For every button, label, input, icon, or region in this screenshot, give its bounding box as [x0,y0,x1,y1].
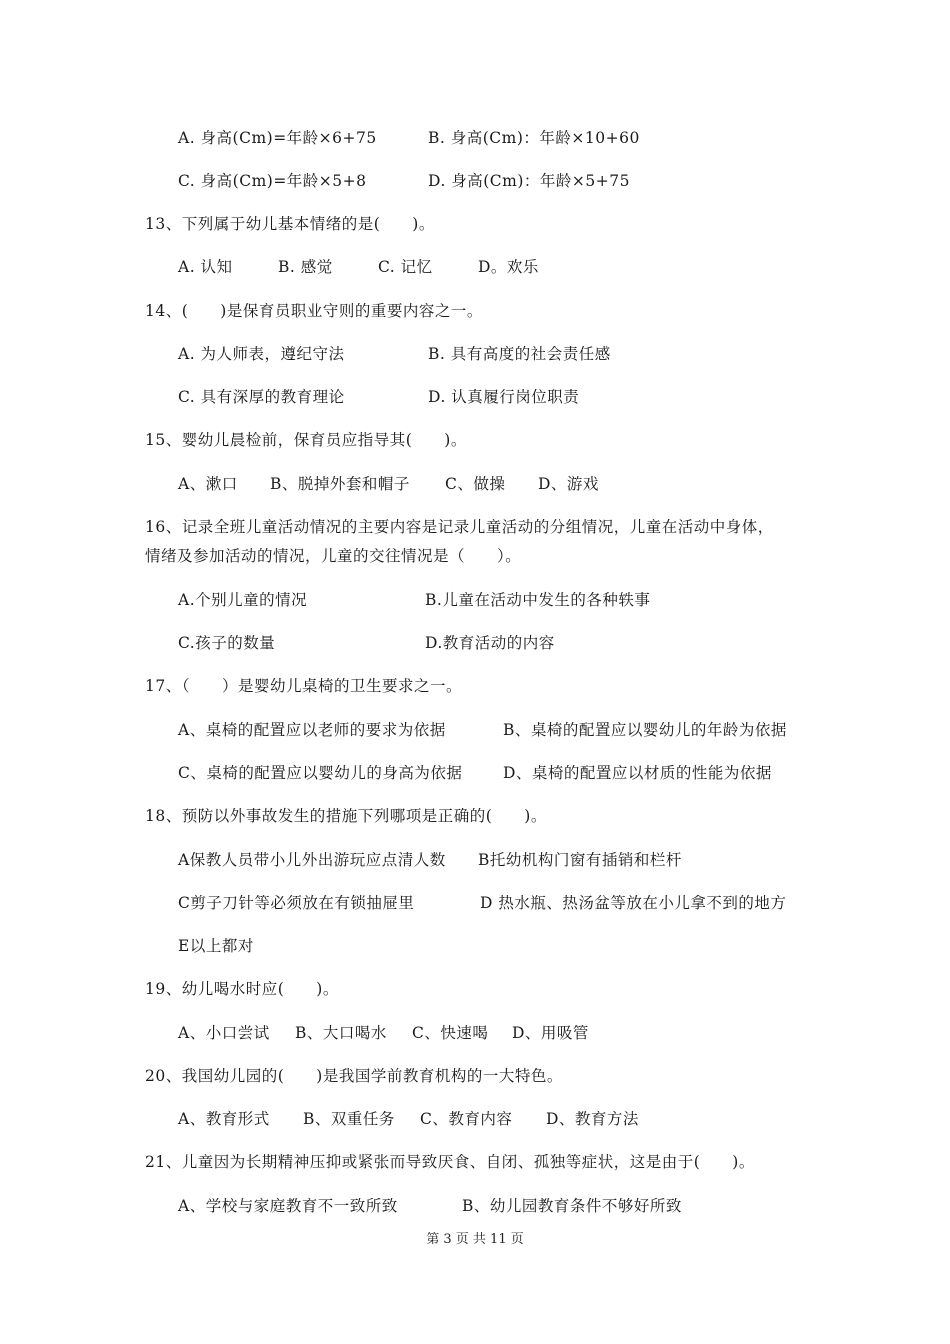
q20-option-a: A、教育形式 [178,1110,270,1128]
q18-option-b: B托幼机构门窗有插销和栏杆 [478,851,682,869]
q14-option-c: C. 具有深厚的教育理论 [178,388,345,406]
q13-option-b: B. 感觉 [278,258,333,276]
q13-option-a: A. 认知 [178,258,233,276]
page-footer: 第 3 页 共 11 页 [426,1232,524,1247]
q19-option-a: A、小口尝试 [178,1024,270,1042]
q12-option-b: B. 身高(Cm)：年龄×10+60 [428,129,640,147]
q18-option-e: E以上都对 [178,937,254,955]
q21-stem: 21、儿童因为长期精神压抑或紧张而导致厌食、自闭、孤独等症状，这是由于( )。 [145,1153,755,1171]
q16-option-c: C.孩子的数量 [178,634,276,652]
q12-option-d: D. 身高(Cm)：年龄×5+75 [428,172,630,190]
q20-option-d: D、教育方法 [546,1110,639,1128]
q19-option-c: C、快速喝 [412,1024,489,1042]
q15-option-a: A、漱口 [178,475,238,493]
q13-stem: 13、下列属于幼儿基本情绪的是( )。 [145,215,435,233]
q15-option-d: D、游戏 [538,475,599,493]
q17-option-d: D、桌椅的配置应以材质的性能为依据 [503,764,772,782]
q14-option-a: A. 为人师表，遵纪守法 [178,345,345,363]
q17-option-b: B、桌椅的配置应以婴幼儿的年龄为依据 [503,721,787,739]
q17-option-c: C、桌椅的配置应以婴幼儿的身高为依据 [178,764,463,782]
q19-option-d: D、用吸管 [512,1024,589,1042]
q18-option-d: D 热水瓶、热汤盆等放在小儿拿不到的地方 [480,894,787,912]
q12-option-c: C. 身高(Cm)=年龄×5+8 [178,172,367,190]
q14-stem: 14、( )是保育员职业守则的重要内容之一。 [145,302,483,320]
q13-option-c: C. 记忆 [378,258,433,276]
q21-option-b: B、幼儿园教育条件不够好所致 [462,1197,682,1215]
q17-option-a: A、桌椅的配置应以老师的要求为依据 [178,721,446,739]
q18-option-a: A保教人员带小儿外出游玩应点清人数 [178,851,446,869]
q13-option-d: D。欢乐 [478,258,539,276]
q20-option-c: C、教育内容 [420,1110,513,1128]
q16-stem-line-1: 16、记录全班儿童活动情况的主要内容是记录儿童活动的分组情况，儿童在活动中身体， [145,518,774,536]
q14-option-b: B. 具有高度的社会责任感 [428,345,611,363]
q19-stem: 19、幼儿喝水时应( )。 [145,980,339,998]
q15-option-b: B、脱掉外套和帽子 [270,475,410,493]
q16-option-b: B.儿童在活动中发生的各种轶事 [425,591,651,609]
q19-option-b: B、大口喝水 [295,1024,387,1042]
q18-stem: 18、预防以外事故发生的措施下列哪项是正确的( )。 [145,807,547,825]
q16-option-a: A.个别儿童的情况 [178,591,308,609]
q14-option-d: D. 认真履行岗位职责 [428,388,580,406]
q15-option-c: C、做操 [445,475,506,493]
q20-option-b: B、双重任务 [303,1110,395,1128]
q21-option-a: A、学校与家庭教育不一致所致 [178,1197,398,1215]
q16-option-d: D.教育活动的内容 [425,634,555,652]
q18-option-c: C剪子刀针等必须放在有锁抽屉里 [178,894,415,912]
q20-stem: 20、我国幼儿园的( )是我国学前教育机构的一大特色。 [145,1067,563,1085]
q15-stem: 15、婴幼儿晨检前，保育员应指导其( )。 [145,431,467,449]
q16-stem-line-2: 情绪及参加活动的情况，儿童的交往情况是（ ）。 [145,547,522,565]
q17-stem: 17、（ ）是婴幼儿桌椅的卫生要求之一。 [145,677,462,695]
q12-option-a: A. 身高(Cm)=年龄×6+75 [178,129,377,147]
